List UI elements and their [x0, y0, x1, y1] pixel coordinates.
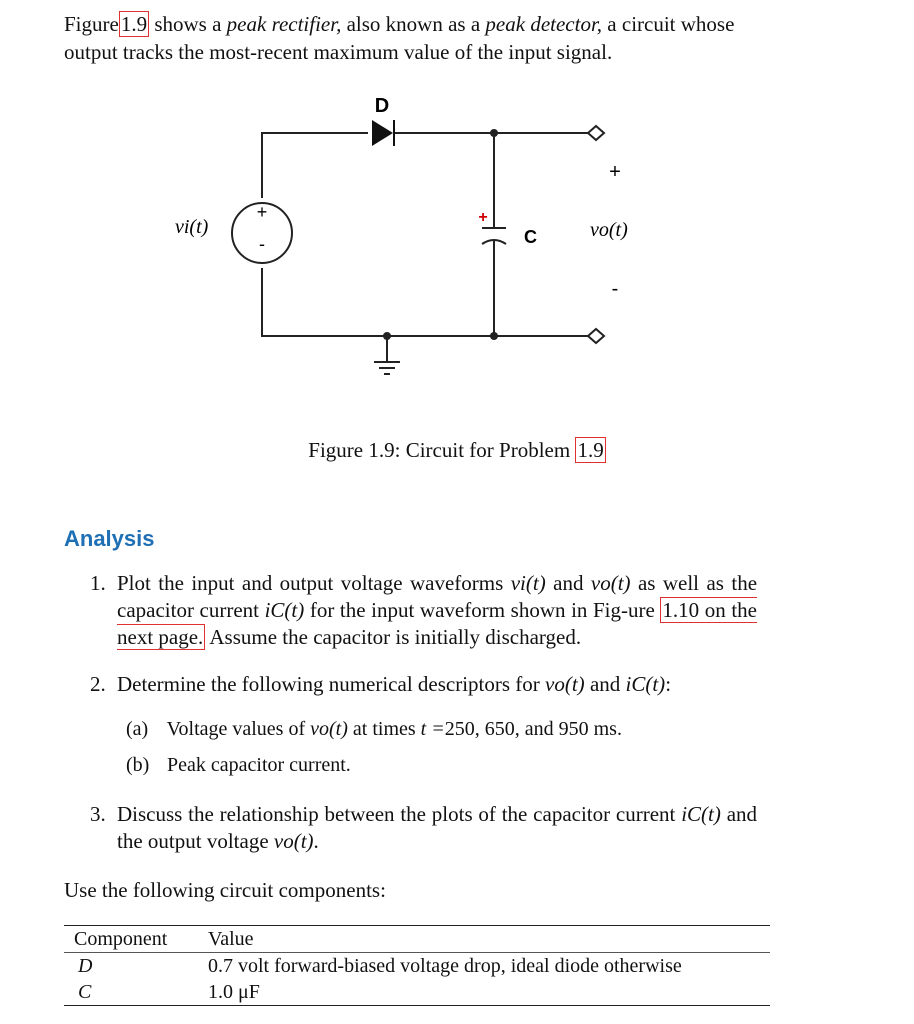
output-terminal-top — [588, 126, 604, 140]
output-plus: + — [609, 161, 621, 183]
vi-label: vi(t) — [175, 216, 209, 238]
source-plus: + — [256, 202, 268, 222]
item-number: 3. — [90, 802, 106, 826]
item-text — [117, 801, 757, 855]
item1-text-a: Plot the input and output voltage waveforms — [117, 571, 504, 595]
item3-text: Discuss the relationship between the plots of the capacitor current — [117, 802, 676, 826]
intro-emphasis-1: peak rectifier, — [226, 12, 342, 36]
math-vo: vo(t) — [590, 571, 631, 595]
item2-text: Determine the following numerical descriptors for — [117, 672, 540, 696]
vo-label: vo(t) — [590, 219, 628, 241]
table-header-component: Component — [64, 926, 198, 953]
math-vo: vo(t) — [273, 829, 314, 853]
item3-text-b: and the output voltage — [117, 802, 758, 853]
junction-dot-top — [490, 129, 498, 137]
caption-text: Figure 1.9: Circuit for Problem — [308, 438, 571, 462]
table-cell-symbol: C — [64, 979, 198, 1006]
subitem-label: (b) — [126, 754, 150, 776]
ground-icon — [374, 362, 400, 374]
table-row — [64, 979, 770, 1006]
intro-text-3: also known as a — [346, 12, 481, 36]
math-t-eq: t = — [420, 718, 445, 740]
item-number: 1. — [90, 571, 106, 595]
subitem-b — [126, 754, 351, 777]
math-ic: iC(t) — [625, 672, 666, 696]
components-table — [64, 925, 770, 1006]
capacitor-plus: + — [478, 209, 488, 226]
item1-text-d: Assume the capacitor is initially discharged. — [209, 625, 582, 649]
figure-ref-link[interactable]: 1.9 — [120, 12, 148, 36]
intro-paragraph — [64, 10, 784, 66]
caption-ref-link[interactable]: 1.9 — [577, 438, 604, 462]
subitem-label: (a) — [126, 718, 149, 740]
figure-caption — [0, 438, 914, 463]
components-intro: Use the following circuit components: — [64, 878, 386, 902]
junction-dot-bottom — [490, 332, 498, 340]
math-vo: vo(t) — [310, 718, 348, 740]
junction-dot-ground — [383, 332, 391, 340]
intro-emphasis-2: peak detector, — [485, 12, 603, 36]
item-text — [117, 570, 757, 651]
item-text — [117, 671, 757, 698]
diode-label: D — [374, 95, 390, 117]
list-item-2 — [90, 671, 770, 701]
intro-text-4: a circuit whose output tracks the most-recent maximum value of the input signal. — [64, 12, 735, 64]
math-and: and — [589, 672, 621, 696]
intro-text-1: Figure — [64, 12, 119, 36]
table-cell-value: 0.7 volt forward-biased voltage drop, ideal diode otherwise — [208, 955, 682, 977]
figure-1-10-ref-link[interactable]: 1.10 on the next page. — [117, 598, 758, 649]
circuit-wires — [262, 133, 588, 362]
item-number: 2. — [90, 672, 106, 696]
output-minus: - — [611, 278, 619, 300]
section-heading: Analysis — [64, 526, 155, 551]
table-cell-symbol: D — [78, 955, 93, 977]
output-terminal-bottom — [588, 329, 604, 343]
table-header-row — [64, 926, 770, 953]
item1-text-c: for the input waveform shown in Fig-ure — [309, 598, 655, 622]
math-vo: vo(t) — [545, 672, 585, 696]
math-period: . — [313, 829, 319, 853]
math-and: and — [553, 571, 584, 595]
math-vi: vi(t) — [510, 571, 546, 595]
table-header-value: Value — [198, 926, 770, 953]
list-item-1 — [90, 570, 770, 654]
math-ic: iC(t) — [264, 598, 305, 622]
list-item-3 — [90, 801, 770, 857]
intro-text-2: shows a — [154, 12, 222, 36]
item1-text-b: as well as the capacitor current — [117, 571, 758, 622]
math-ic: iC(t) — [681, 802, 721, 826]
table-row — [64, 953, 770, 980]
table-cell-value: 1.0 μF — [198, 979, 770, 1006]
subitem-tail: at times — [352, 718, 416, 740]
circuit-diagram — [0, 80, 914, 410]
subitem-text: Peak capacitor current. — [167, 754, 351, 776]
diode-symbol — [372, 120, 394, 146]
subitem-values: 250, 650, and 950 ms. — [444, 718, 622, 740]
source-minus: - — [259, 234, 265, 254]
subitem-text: Voltage values of — [166, 718, 306, 740]
subitem-a — [126, 718, 622, 741]
capacitor-label: C — [524, 227, 537, 247]
math-colon: : — [665, 672, 672, 696]
